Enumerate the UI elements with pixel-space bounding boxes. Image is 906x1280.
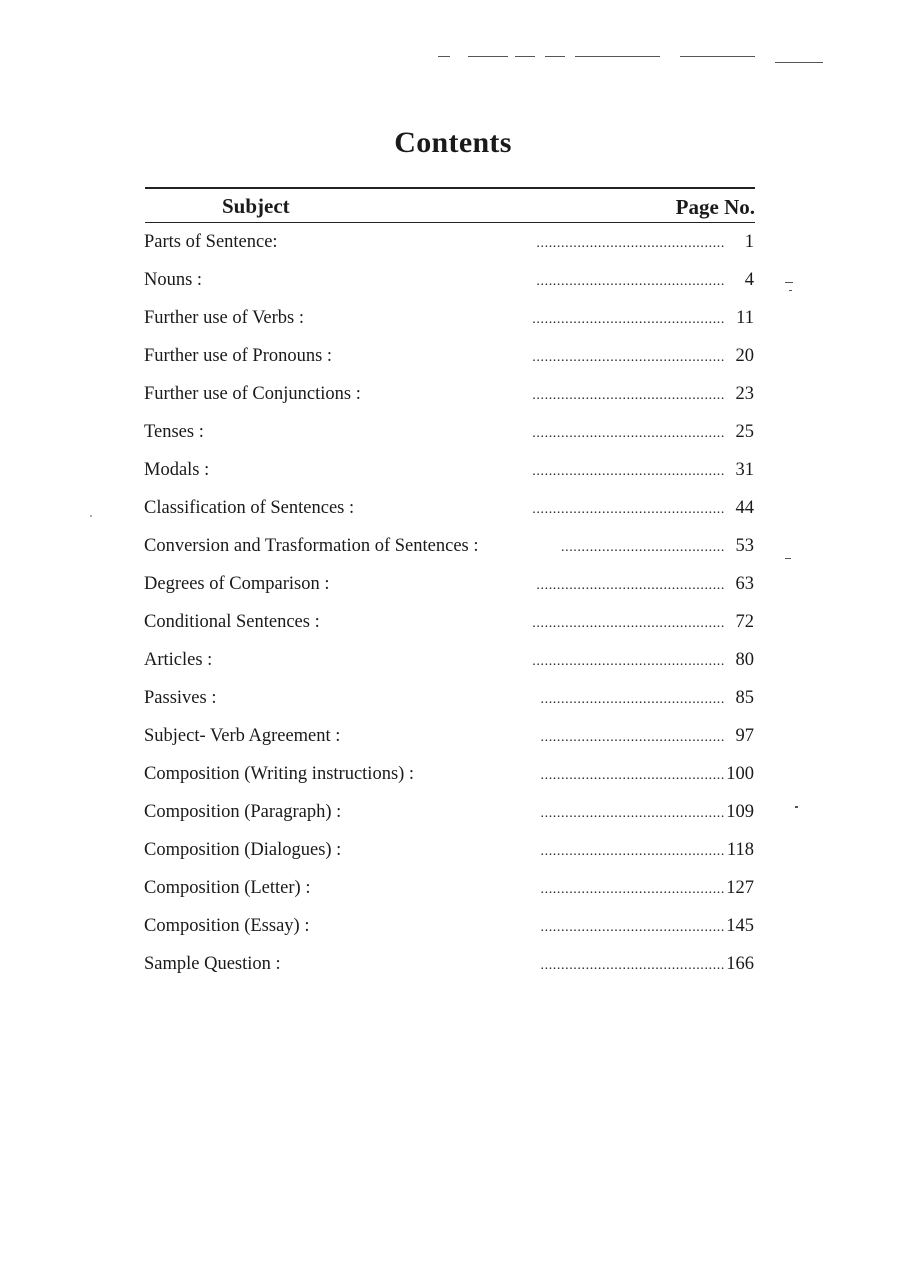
entry-page-number: 23 <box>735 384 754 404</box>
contents-entry <box>144 534 755 572</box>
entry-leader-dots: ............................................... <box>532 502 725 517</box>
entry-page-number: 31 <box>735 460 754 480</box>
entry-leader-dots: ............................................. <box>540 806 725 821</box>
scan-artifact-line <box>438 56 450 57</box>
contents-entry <box>144 420 755 458</box>
entry-leader-dots: ............................................. <box>540 730 725 745</box>
page-title: Contents <box>394 126 512 159</box>
entry-subject: Composition (Dialogues) : <box>144 840 342 860</box>
entry-page-number: 97 <box>735 726 754 746</box>
contents-entry <box>144 306 755 344</box>
entry-subject: Subject- Verb Agreement : <box>144 726 341 746</box>
contents-entry <box>144 458 755 496</box>
contents-entry <box>144 838 755 876</box>
entry-subject: Further use of Conjunctions : <box>144 384 361 404</box>
entry-page-number: 127 <box>726 878 754 898</box>
entry-subject: Passives : <box>144 688 217 708</box>
contents-entry <box>144 648 755 686</box>
entry-subject: Further use of Pronouns : <box>144 346 333 366</box>
entry-leader-dots: ............................................. <box>540 882 725 897</box>
scan-speck <box>785 558 791 559</box>
entry-leader-dots: ........................................ <box>561 540 725 555</box>
header-rule <box>145 222 755 223</box>
contents-entry <box>144 876 755 914</box>
contents-entry <box>144 344 755 382</box>
scan-artifact-line <box>775 62 823 63</box>
entry-leader-dots: ............................................... <box>532 654 725 669</box>
entry-leader-dots: ............................................. <box>540 768 725 783</box>
entry-page-number: 1 <box>744 232 754 252</box>
entry-subject: Sample Question : <box>144 954 281 974</box>
entry-leader-dots: ............................................. <box>540 958 725 973</box>
entry-leader-dots: .............................................. <box>536 274 725 289</box>
entry-subject: Conversion and Trasformation of Sentences : <box>144 536 479 556</box>
entry-subject: Composition (Writing instructions) : <box>144 764 415 784</box>
entry-subject: Nouns : <box>144 270 203 290</box>
entry-subject: Degrees of Comparison : <box>144 574 330 594</box>
entry-subject: Composition (Letter) : <box>144 878 311 898</box>
entry-subject: Articles : <box>144 650 213 670</box>
entry-subject: Parts of Sentence: <box>144 232 278 252</box>
entry-subject: Classification of Sentences : <box>144 498 355 518</box>
entry-subject: Composition (Paragraph) : <box>144 802 342 822</box>
scan-artifact-line <box>468 56 508 57</box>
scan-artifact-line <box>575 56 660 57</box>
entry-page-number: 72 <box>735 612 754 632</box>
contents-entry <box>144 382 755 420</box>
contents-entry <box>144 762 755 800</box>
entry-subject: Modals : <box>144 460 210 480</box>
contents-entry <box>144 496 755 534</box>
entry-leader-dots: ............................................. <box>540 920 725 935</box>
entry-subject: Further use of Verbs : <box>144 308 304 328</box>
scan-speck <box>789 290 792 291</box>
entry-leader-dots: ............................................. <box>540 692 725 707</box>
entry-leader-dots: ............................................... <box>532 616 725 631</box>
contents-list <box>144 230 755 990</box>
entry-leader-dots: ............................................... <box>532 312 725 327</box>
page-column-header: Page No. <box>675 195 755 219</box>
entry-page-number: 44 <box>735 498 754 518</box>
contents-entry <box>144 686 755 724</box>
contents-entry <box>144 572 755 610</box>
entry-leader-dots: .............................................. <box>536 236 725 251</box>
entry-subject: Tenses : <box>144 422 204 442</box>
scan-speck <box>785 282 793 283</box>
scan-artifact-line <box>545 56 565 57</box>
entry-leader-dots: ............................................... <box>532 464 725 479</box>
entry-subject: Conditional Sentences : <box>144 612 320 632</box>
entry-page-number: 25 <box>735 422 754 442</box>
contents-entry <box>144 800 755 838</box>
entry-page-number: 166 <box>726 954 754 974</box>
contents-entry <box>144 610 755 648</box>
scan-speck <box>90 515 92 517</box>
contents-entry <box>144 268 755 306</box>
entry-leader-dots: ............................................... <box>532 350 725 365</box>
entry-page-number: 53 <box>735 536 754 556</box>
contents-entry <box>144 952 755 990</box>
entry-leader-dots: ............................................... <box>532 388 725 403</box>
entry-leader-dots: .............................................. <box>536 578 725 593</box>
subject-column-header: Subject <box>222 194 290 218</box>
table-top-rule <box>145 187 755 189</box>
entry-page-number: 145 <box>726 916 754 936</box>
entry-page-number: 100 <box>726 764 754 784</box>
contents-entry <box>144 914 755 952</box>
entry-page-number: 4 <box>744 270 754 290</box>
scan-speck <box>795 806 798 808</box>
entry-page-number: 11 <box>736 308 754 328</box>
entry-page-number: 20 <box>735 346 754 366</box>
entry-subject: Composition (Essay) : <box>144 916 310 936</box>
entry-leader-dots: ............................................. <box>540 844 725 859</box>
entry-leader-dots: ............................................... <box>532 426 725 441</box>
contents-entry <box>144 230 755 268</box>
scan-artifact-line <box>515 56 535 57</box>
entry-page-number: 85 <box>735 688 754 708</box>
entry-page-number: 63 <box>735 574 754 594</box>
entry-page-number: 109 <box>726 802 754 822</box>
entry-page-number: 80 <box>735 650 754 670</box>
entry-page-number: 118 <box>726 840 754 860</box>
scan-artifact-line <box>680 56 755 57</box>
contents-entry <box>144 724 755 762</box>
